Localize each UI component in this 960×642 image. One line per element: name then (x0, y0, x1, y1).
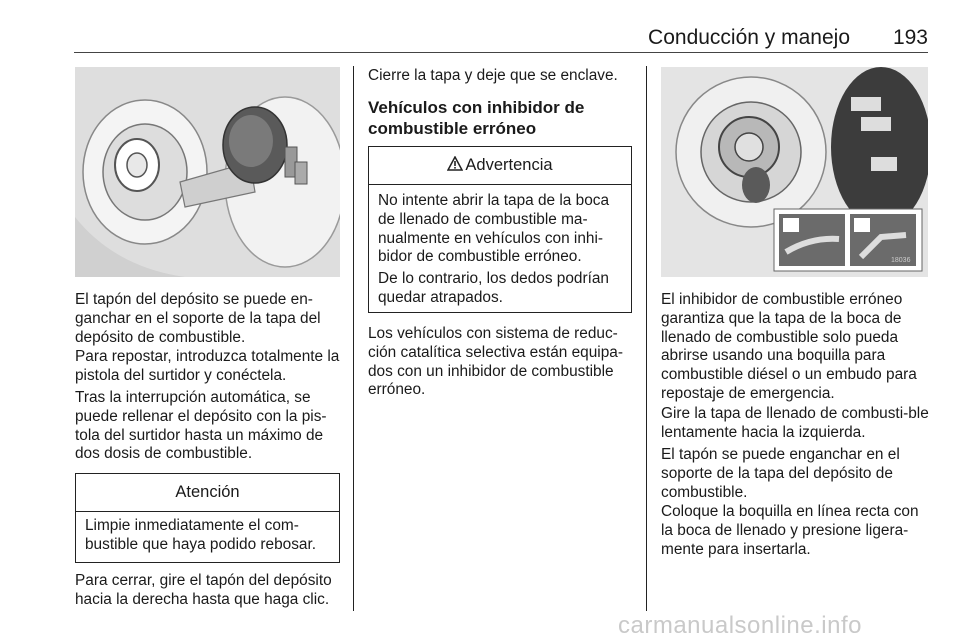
fuel-cap-figure (75, 67, 340, 277)
column-divider-1 (353, 66, 354, 611)
col1-paragraph-2: Para repostar, introduzca totalmente la pistola del surtidor y conéctela. (75, 348, 340, 384)
col2-paragraph-1: Cierre la tapa y deje que se enclave. (368, 67, 618, 84)
col3-paragraph-3: El tapón se puede enganchar en el soporte de la tapa del depósito de combustible. (661, 446, 900, 501)
warning-text-2: De lo contrario, los dedos podrían quedar atrapados. (378, 270, 609, 306)
notice-title: Atención (76, 474, 339, 512)
warning-triangle-icon (447, 156, 463, 176)
figure-code: 18036 (891, 257, 911, 264)
col3-paragraph-1: El inhibidor de combustible erróneo garantiza que la tapa de la boca de llenado de combustible solo pueda abrirse usando una boquilla para combustible diésel o un embudo para repostaje de emergencia. (661, 291, 917, 402)
header-rule (74, 52, 928, 53)
notice-box (75, 473, 340, 563)
warning-text-1: No intente abrir la tapa de la boca de llenado de combustible ma-nualmente en vehículos con inhi-bidor de combustible erróneo. (378, 192, 610, 266)
page-number: 193 (892, 26, 928, 49)
col1-paragraph-1: El tapón del depósito se puede en-ganchar en el soporte de la tapa del depósito de combustible. (75, 291, 321, 346)
misfuel-inhibitor-figure (661, 67, 928, 277)
warning-title: Advertencia (465, 156, 553, 174)
col3-paragraph-2: Gire la tapa de llenado de combusti-ble lentamente hacia la izquierda. (661, 405, 929, 441)
col3-paragraph-4: Coloque la boquilla en línea recta con la boca de llenado y presione ligera-mente para insertarla. (661, 503, 919, 558)
notice-text: Limpie inmediatamente el com-bustible que haya podido rebosar. (85, 517, 317, 553)
section-title: Conducción y manejo (648, 26, 850, 49)
section-subheading: Vehículos con inhibidor de combustible erróneo (368, 98, 585, 138)
watermark: carmanualsonline.info (618, 612, 862, 639)
col1-paragraph-4: Para cerrar, gire el tapón del depósito hacia la derecha hasta que haga clic. (75, 572, 332, 608)
warning-box (368, 146, 632, 313)
col1-paragraph-3: Tras la interrupción automática, se puede rellenar el depósito con la pis-tola del surtidor hasta un máximo de dos dosis de combustible. (75, 389, 327, 463)
column-divider-2 (646, 66, 647, 611)
col2-paragraph-2: Los vehículos con sistema de reduc-ción catalítica selectiva están equipa-dos con un inhibidor de combustible erróneo. (368, 325, 623, 399)
